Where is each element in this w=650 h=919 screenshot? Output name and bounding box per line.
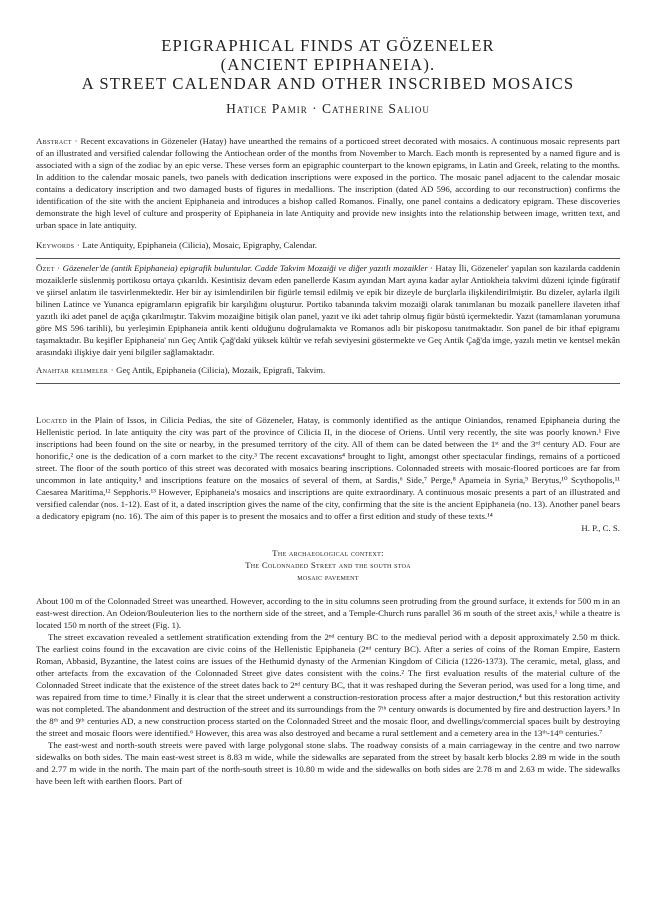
body-text [36,595,620,787]
section-heading [36,547,620,583]
intro-text: in the Plain of Issos, in Cilicia Pedias, the site of Gözeneler, Hatay, is commonly identified as the antique Oiniandos, renamed Epiphaneia during the Hellenistic period. In late antiquity the city was part of the province of Cilicia II, in the diocese of Oriens. Until very recently, the site was poorly known.¹ Five inscriptions had been found on the site or nearby, in the presumed territory of the city. All of them can be dated between the 1ˢᵗ and the 3ʳᵈ century AD. Four are honorific,² one is the dedication of a corn market to the city.³ The recent excavations⁴ brought to light, amongst other spectacular findings, remains of a porticoed street. The floor of the south portico of this street was decorated with mosaics bearing inscriptions. Colonnaded streets with mosaic-floored porticoes are far from uncommon in late antiquity,⁵ and inscriptions feature on the mosaics of several of them, at Sardis,⁶ Side,⁷ Perge,⁸ Apameia in Syria,⁹ Berytus,¹⁰ Scythopolis,¹¹ Caesarea Maritima,¹² Sepphoris.¹³ However, Epiphaneia's mosaics and inscriptions are quite extraordinary. A continuous mosaic presents a part of an illustrated and versified calendar (nos. 1-12). East of it, a dated inscription gives the name of the city, confirming that the site is the ancient Epiphaneia (no. 13). Another panel bears a dedicatory epigram (no. 16). The aim of this paper is to present the mosaics and to offer a first edition and study of these texts.¹⁴ [36,415,620,521]
keywords [36,239,620,251]
author-initials: H. P., C. S. [581,523,620,533]
section-heading-line-1: The archaeological context: [272,548,384,558]
paragraph: The street excavation revealed a settlement stratification extending from the 2ⁿᵈ century BC to the medieval period with a deposit approximately 2.50 m thick. The earliest coins found in the excavation are civic coins of the Hellenistic Epiphaneia (2ⁿᵈ century BC). After a series of coins of the Roman Empire, Eastern Roman, Abbasid, Byzantine, the latest coins are issues of the Hethumid dynasty of the Armenian Kingdom of Cilicia (1226-1373). The ceramic, metal, glass, and other artefacts from the excavation of the Colonnaded Street give dates consistent with the coins.² The first evaluation results of the material culture of the Colonnaded Street indicate that the existence of the street dates back to 2ⁿᵈ century BC, that it was reshaped during the Severan period, was used for a long time, and was repaired from time to time.³ Finally it is clear that the street underwent a construction-restoration process after a major destruction,⁴ but this restoration activity was not completed. The abandonment and destruction of the street and its surroundings from the 7ᵗʰ century onwards is documented by fire and destruction layers.⁵ In the 8ᵗʰ and 9ᵗʰ centuries AD, a new construction process started on the Colonnaded Street and the mosaic floor, and dwellings/commercial spaces built by destroying the street and mosaic floors were identified.⁶ However, this area was also destroyed and became a rural settlement and a cemetery area in the 13ᵗʰ-14ᵗʰ centuries.⁷ [36,632,620,738]
keywords-label: Keywords · [36,240,81,250]
article-title-line-1: EPIGRAPHICAL FINDS AT GÖZENELER [161,36,495,55]
ozet-text: · Hatay İli, Gözeneler' yapılan son kazılarda caddenin mozaiklerle süslenmiş portikosu ortaya çıkarıldı. Kesintisiz devam eden panellerde Kasım ayından Mart ayına kadar aylar Antiokheia takvimi düzeni içinde figüratif ve şiirsel anlatım ile tasvirlenmektedir. Her bir ay isimlendirilen bir figürle temsil edilmiş ve epik bir dizeyle de burçlarla ilişkilendirilmiştir. Bu dizeler, aylarla ilgili bilinen Latince ve Yunanca epigramların epigrafik bir karşılığını oluşturur. Portiko tabanında takvim mozaiği olarak tanımlanan bu mozaik panellere ilaveten ithaf yazıtlı iki adet panel de açığa çıkarılmıştır. Takvim mozaiğine bitişik olan panel, yazıt ve iki adet tahrip olmuş figür büstü içermektedir. Yazıt (tamamlanan yorumuna göre MS 596 tarihli), bu yerleşimin Epiphaneia antik kenti olduğunu doğrulamakta ve Romanos adlı bir piskoposu tanıtmaktadır. Son panel de bir ithaf epigramı taşımaktadır. Bu keşifler Epiphaneia' nın Geç Antik Çağ'daki yüksek kültür ve refah seviyesini göstermekte ve Geç Antik Çağ'da imge, yazılı metin ve kentsel mekân arasındaki ilişkiye dair yeni bilgiler sağlamaktadır. [36,263,620,357]
paragraph: The east-west and north-south streets were paved with large polygonal stone slabs. The roadway consists of a main carriageway in the centre and two narrow sidewalks on both sides. The main east-west street is 8.83 m wide, while the sidewalks are separated from the street by basalt kerb blocks 2.89 m wide in the south and 2.77 m wide in the north. The main part of the north-south street is 10.80 m wide and the sidewalks on both sides are 2.78 m and 2.63 m wide. The sidewalks have been left with earthen floors. Part of [36,740,620,786]
ozet [36,262,620,358]
authors: Hatice Pamir · Catherine Saliou [226,101,430,116]
abstract-label: Abstract · [36,136,78,146]
ozet-title: Gözeneler'de (antik Epiphaneia) epigrafik buluntular. Cadde Takvim Mozaiği ve diğer yazıtlı mozaikler [62,263,428,273]
divider [36,258,620,259]
paragraph: About 100 m of the Colonnaded Street was unearthed. However, according to the in situ columns seen protruding from the ground surface, it extends for 500 m in an east-west direction. An Odeion/Bouleuterion lies to the northern side of the street, and a Temple-Church runs parallel 36 m south of the street axis,¹ while a theatre is located 150 m north of the street (Fig. 1). [36,596,620,630]
abstract-text: Recent excavations in Gözeneler (Hatay) have unearthed the remains of a porticoed street decorated with mosaics. A continuous mosaic represents part of an illustrated and versified calendar following the Antiochean order of the months from November to March. Each month is represented by a named figure and is associated with a sign of the zodiac by an epic verse. These verses form an epigraphic counterpart to the known epigrams, in Latin and Greek, relating to the months. In addition to the calendar mosaic panels, two panels with dedication inscriptions were exposed in the portico. The mosaic panel adjacent to the calendar mosaic contains a dedicatory inscription and two damaged busts of figures in medallions. The inscription (dated AD 596, according to our reconstruction) confirms the identification of the site with the ancient Epiphaneia and introduces a bishop called Romanos. Finally, one panel contains a dedicatory epigram. These discoveries demonstrate the high level of culture and prosperity of Epiphaneia in late Antiquity and provide new insights into the relationship between image, written text, and urban space in late antiquity. [36,136,620,230]
keywords-text: Late Antiquity, Epiphaneia (Cilicia), Mosaic, Epigraphy, Calendar. [82,240,317,250]
article-title-line-2: (ANCIENT EPIPHANEIA). [220,55,436,74]
title-block [36,0,620,93]
anahtar-text: Geç Antik, Epiphaneia (Cilicia), Mozaik, Epigrafi, Takvim. [116,365,326,375]
abstract [36,135,620,231]
article-title-line-3: A STREET CALENDAR AND OTHER INSCRIBED MOSAICS [81,74,575,93]
ozet-label: Özet · [36,263,61,273]
anahtar-label: Anahtar kelimeler · [36,365,114,375]
section-heading-line-3: mosaic pavement [297,572,359,582]
intro-lead: Located [36,415,68,425]
section-heading-line-2: The Colonnaded Street and the south stoa [245,560,411,570]
anahtar-kelimeler [36,364,620,376]
divider [36,383,620,384]
introduction [36,414,620,522]
